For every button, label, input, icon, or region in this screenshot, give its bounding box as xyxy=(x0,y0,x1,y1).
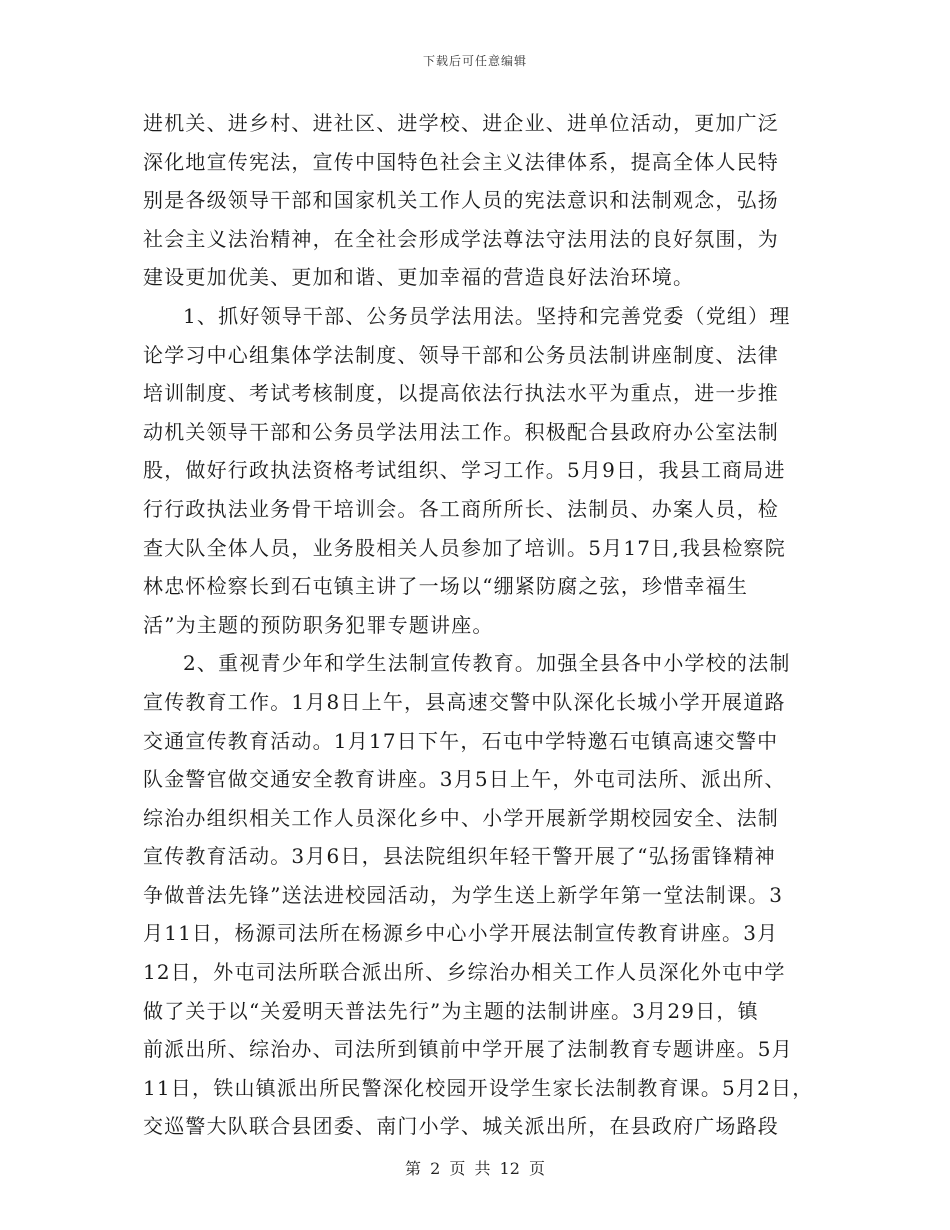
text-line: 交通宣传教育活动。1月17日下午，石屯中学特邀石屯镇高速交警中 xyxy=(143,728,779,753)
text-line: 行行政执法业务骨干培训会。各工商所所长、法制员、办案人员，检 xyxy=(143,496,779,521)
text-line: 林忠怀检察长到石屯镇主讲了一场以“绷紧防腐之弦，珍惜幸福生 xyxy=(143,574,749,599)
text-line: 股，做好行政执法资格考试组织、学习工作。5月9日，我县工商局进 xyxy=(143,458,786,483)
text-line: 进机关、进乡村、进社区、进学校、进企业、进单位活动，更加广泛 xyxy=(143,111,779,135)
text-line: 月11日，杨源司法所在杨源乡中心小学开展法制宣传教育讲座。3月 xyxy=(143,921,779,946)
text-line: 培训制度、考试考核制度，以提高依法行执法水平为重点，进一步推 xyxy=(143,381,779,406)
text-line: 查大队全体人员，业务股相关人员参加了培训。5月17日,我县检察院 xyxy=(143,535,786,560)
paragraph-start-line: 1、抓好领导干部、公务员学法用法。坚持和完善党委（党组）理 xyxy=(183,303,791,328)
text-line: 动机关领导干部和公务员学法用法工作。积极配合县政府办公室法制 xyxy=(143,419,779,444)
text-line: 前派出所、综治办、司法所到镇前中学开展了法制教育专题讲座。5月 xyxy=(143,1037,793,1062)
text-line: 交巡警大队联合县团委、南门小学、城关派出所，在县政府广场路段 xyxy=(143,1114,779,1139)
document-body xyxy=(143,104,813,1146)
text-line: 做了关于以“关爱明天普法先行”为主题的法制讲座。3月29日，镇 xyxy=(143,998,759,1023)
text-line: 深化地宣传宪法，宣传中国特色社会主义法律体系，提高全体人民特 xyxy=(143,149,779,174)
text-line: 活”为主题的预防职务犯罪专题讲座。 xyxy=(143,612,494,637)
page-header: 下载后可任意编辑 xyxy=(422,54,527,68)
text-line: 12日，外屯司法所联合派出所、乡综治办相关工作人员深化外屯中学 xyxy=(143,960,786,985)
paragraph-start-line: 2、重视青少年和学生法制宣传教育。加强全县各中小学校的法制 xyxy=(183,651,791,676)
text-line: 社会主义法治精神，在全社会形成学法尊法守法用法的良好氛围，为 xyxy=(143,226,779,251)
text-line: 宣传教育工作。1月8日上午，县高速交警中队深化长城小学开展道路 xyxy=(143,689,786,714)
page-footer: 第 2 页 共 12 页 xyxy=(405,1159,545,1178)
text-line: 宣传教育活动。3月6日，县法院组织年轻干警开展了“弘扬雷锋精神 xyxy=(143,844,776,869)
text-line: 建设更加优美、更加和谐、更加幸福的营造良好法治环境。 xyxy=(143,265,695,290)
text-line: 11日，铁山镇派出所民警深化校园开设学生家长法制教育课。5月2日， xyxy=(143,1075,814,1100)
text-line: 论学习中心组集体学法制度、领导干部和公务员法制讲座制度、法律 xyxy=(143,342,779,367)
text-line: 别是各级领导干部和国家机关工作人员的宪法意识和法制观念，弘扬 xyxy=(143,188,779,213)
text-line: 队金警官做交通安全教育讲座。3月5日上午，外屯司法所、派出所、 xyxy=(143,767,786,792)
text-line: 争做普法先锋”送法进校园活动，为学生送上新学年第一堂法制课。3 xyxy=(143,882,784,907)
text-line: 综治办组织相关工作人员深化乡中、小学开展新学期校园安全、法制 xyxy=(143,805,779,830)
